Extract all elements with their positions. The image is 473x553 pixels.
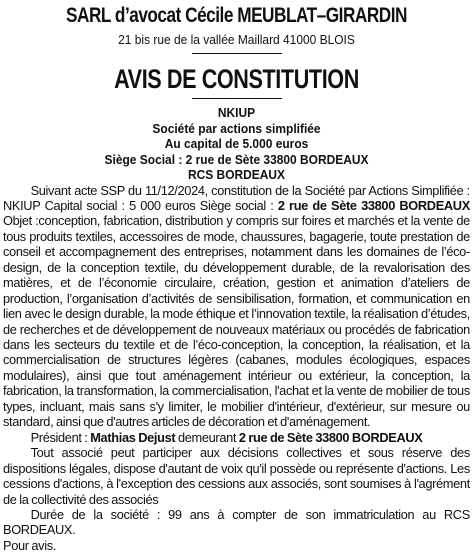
divider-rule bbox=[192, 53, 282, 54]
closing-line: Pour avis. bbox=[3, 538, 470, 553]
firm-name: SARL d’avocat Cécile MEUBLAT–GIRARDIN bbox=[45, 3, 428, 28]
president-name: Mathias Dejust bbox=[90, 430, 175, 445]
duration-paragraph: Durée de la société : 99 ans à compter de son immatriculation au RCS BORDEAUX. bbox=[3, 507, 470, 538]
president-mid: demeurant bbox=[175, 430, 239, 445]
divider-rule bbox=[192, 98, 282, 99]
constitution-paragraph bbox=[3, 183, 470, 430]
company-object: Objet :conception, fabrication, distribution y compris sur foires et marchés et la vente de tous produits textiles, accessoires de mode, chaussures, bagagerie, toute prestation de conseil et accompagnement des entreprises, notamment dans les domaines de l’éco-design, de la conception textile, du développement durable, de la revalorisation des matières, et de l’économie circulaire, création, gestion et animation d’ateliers de production, l’organisation d’activités de sensibilisation, formation, et communication en lien avec le design durable, la mode éthique et l’innovation textile, la réalisation d’études, de recherches et de développement de nouveaux matériaux ou procédés de fabrication dans les secteurs du textile et de l’éco-conception, la conception, la réalisation, et la commercialisation de structures légères (cabanes, modules écologiques, espaces modulaires), ainsi que tout aménagement intérieur ou extérieur, la conception, la fabrication, la transformation, la commercialisation, l'achat et la vente de mobilier de tous types, incluant, mais sans s'y limiter, le mobilier d'intérieur, d'extérieur, sur mesure ou standard, ainsi que d'autres articles de décoration et d'aménagement. bbox=[3, 213, 470, 429]
voting-paragraph: Tout associé peut participer aux décisions collectives et sous réserve des dispositions légales, dispose d'autant de voix qu'il possède ou représente d'actions. Les cessions d'actions, à l'exception des cessions aux associés, sont soumises à l'agrément de la collectivité des associés bbox=[3, 445, 470, 507]
company-capital: Au capital de 5.000 euros bbox=[22, 136, 452, 152]
seat-address-bold: 2 rue de Sète 33800 BORDEAUX bbox=[278, 198, 470, 213]
company-name: NKIUP bbox=[22, 105, 452, 121]
president-address: 2 rue de Sète 33800 BORDEAUX bbox=[239, 430, 423, 445]
company-form: Société par actions simplifiée bbox=[22, 121, 452, 137]
company-summary bbox=[3, 105, 470, 183]
notice-body bbox=[3, 183, 470, 553]
firm-address: 21 bis rue de la vallée Maillard 41000 BLOIS bbox=[22, 32, 452, 48]
notice-title: AVIS DE CONSTITUTION bbox=[50, 64, 424, 94]
president-paragraph bbox=[3, 430, 470, 445]
company-rcs: RCS BORDEAUX bbox=[22, 167, 452, 183]
company-seat: Siège Social : 2 rue de Sète 33800 BORDEAUX bbox=[22, 152, 452, 168]
president-label: Président : bbox=[31, 430, 91, 445]
constitution-intro: Suivant acte SSP du 11/12/2024, constitution de la Société par Actions Simplifiée : NKIUP Capital social : 5 000 euros Siège social : bbox=[3, 183, 470, 213]
